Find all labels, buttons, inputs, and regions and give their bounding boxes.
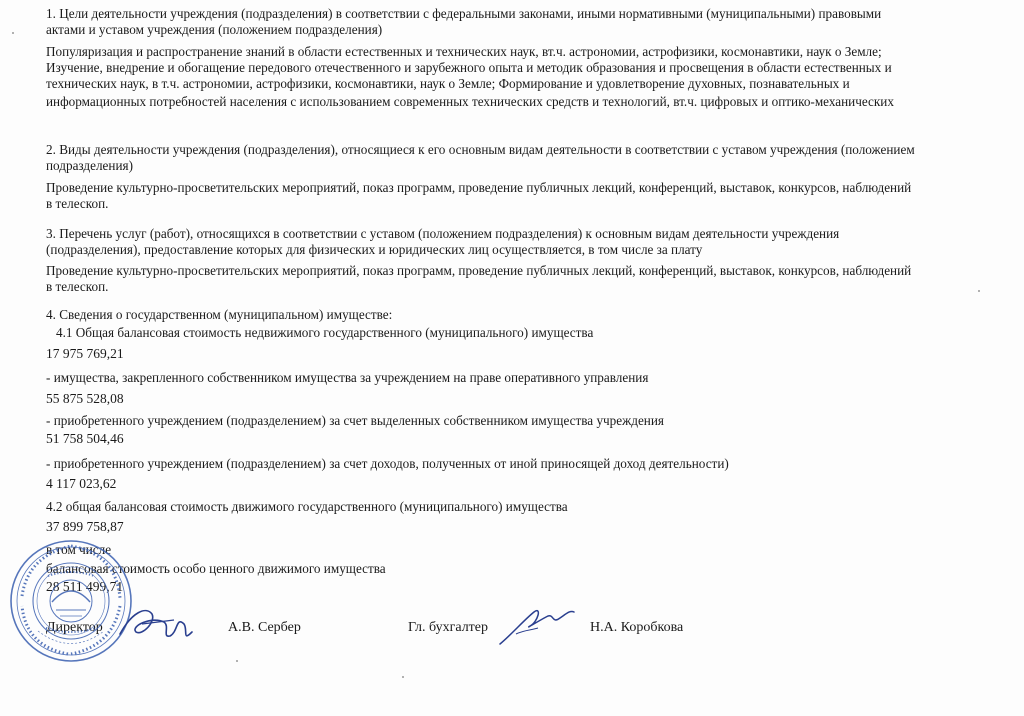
accountant-signature-icon	[494, 600, 578, 648]
scan-speck	[978, 290, 980, 292]
sub3-label: - приобретенного учреждением (подразделением) за счет доходов, полученных от иной приносящей доход деятельности)	[46, 456, 729, 471]
item41-value: 17 975 769,21	[46, 346, 124, 361]
item41-label: 4.1 Общая балансовая стоимость недвижимого государственного (муниципального) имущества	[56, 325, 594, 340]
director-signature-icon	[112, 602, 200, 648]
especially-valuable-label: балансовая стоимость особо ценного движимого имущества	[46, 561, 386, 576]
accountant-title: Гл. бухгалтер	[408, 620, 489, 635]
scan-speck	[236, 660, 238, 662]
director-title: Директор	[46, 620, 103, 635]
section3-body-line2: в телескоп.	[46, 279, 109, 294]
section1-body-line2: Изучение, внедрение и обогащение передового отечественного и зарубежного опыта и методик образования и просвещения в области естественных и	[46, 60, 892, 75]
sub1-label: - имущества, закрепленного собственником имущества за учреждением на праве оперативного управления	[46, 370, 649, 385]
sub1-value: 55 875 528,08	[46, 391, 124, 406]
director-name: А.В. Сербер	[228, 620, 301, 635]
item42-value: 37 899 758,87	[46, 519, 124, 534]
section3-heading-line1: 3. Перечень услуг (работ), относящихся в соответствии с уставом (положением подразделения) к основным видам деятельности учреждения	[46, 226, 840, 241]
scan-speck	[402, 676, 404, 678]
accountant-name: Н.А. Коробкова	[590, 620, 684, 635]
section1-body-line1: Популяризация и распространение знаний в области естественных и технических наук, вт.ч. астрономии, астрофизики, космонавтики, наук о Земле;	[46, 44, 882, 59]
section2-body-line1: Проведение культурно-просветительских мероприятий, показ программ, проведение публичных лекций, конференций, выставок, конкурсов, наблюдений	[46, 180, 912, 195]
section2-heading-line2: подразделения)	[46, 158, 133, 173]
section1-heading-line1: 1. Цели деятельности учреждения (подразделения) в соответствии с федеральными законами, иными нормативными (муниципальными) правовыми	[46, 6, 882, 21]
section1-body-line3: технических наук, в т.ч. астрономии, астрофизики, космонавтики, наук о Земле; Формирование и удовлетворение духовных, познавательных и	[46, 76, 850, 91]
including-label: в том числе	[46, 542, 112, 557]
sub2-label: - приобретенного учреждением (подразделением) за счет выделенных собственником имущества учреждения	[46, 413, 664, 428]
section4-heading: 4. Сведения о государственном (муниципальном) имуществе:	[46, 307, 393, 322]
section2-heading-line1: 2. Виды деятельности учреждения (подразделения), относящиеся к его основным видам деятельности в соответствии с уставом учреждения (положением	[46, 142, 915, 157]
sub3-value: 4 117 023,62	[46, 476, 117, 491]
section2-body-line2: в телескоп.	[46, 196, 109, 211]
section1-body-line4: информационных потребностей населения с использованием современных технических средств и технологий, вт.ч. цифровых и оптико-механических	[46, 94, 894, 109]
especially-valuable-value: 28 511 499,71	[46, 579, 124, 594]
item42-label: 4.2 общая балансовая стоимость движимого государственного (муниципального) имущества	[46, 499, 568, 514]
section1-heading-line2: актами и уставом учреждения (положением подразделения)	[46, 22, 383, 37]
section3-body-line1: Проведение культурно-просветительских мероприятий, показ программ, проведение публичных лекций, конференций, выставок, конкурсов, наблюдений	[46, 263, 912, 278]
sub2-value: 51 758 504,46	[46, 431, 124, 446]
scan-speck	[12, 32, 14, 34]
section3-heading-line2: (подразделения), предоставление которых для физических и юридических лиц осуществляется, в том числе за плату	[46, 242, 703, 257]
